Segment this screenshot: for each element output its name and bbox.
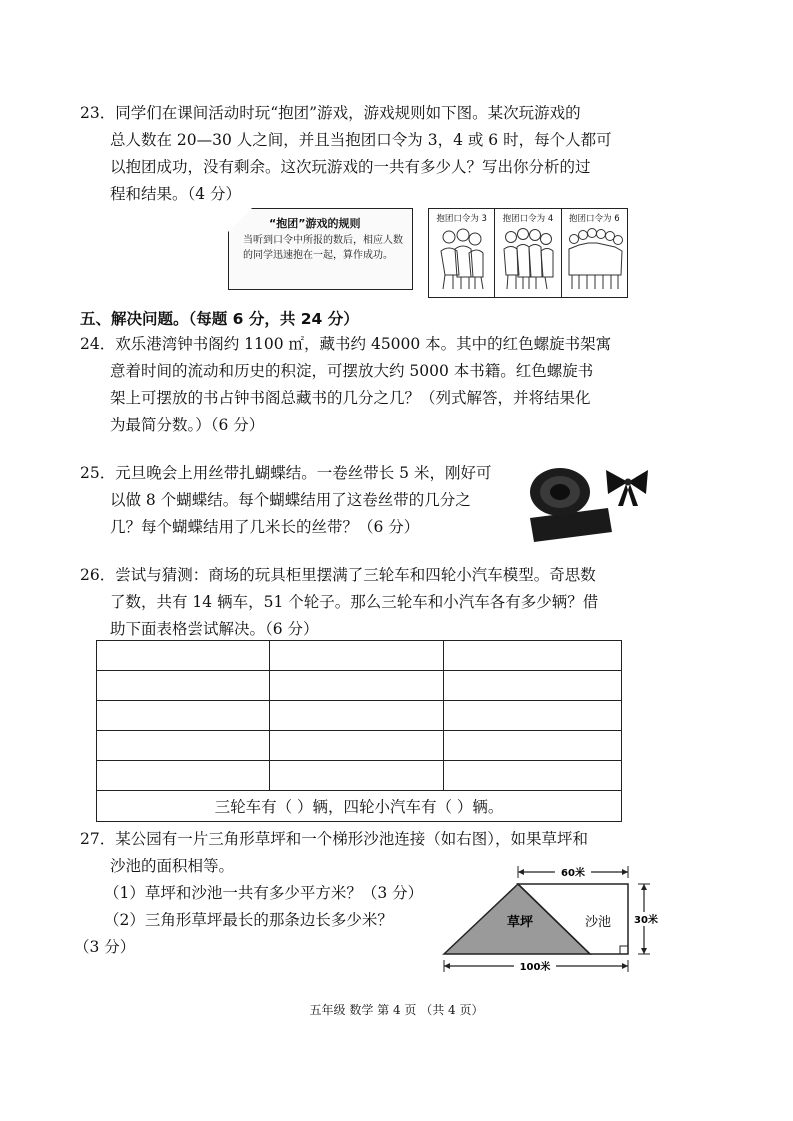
q27-line: （1）草坪和沙池一共有多少平方米？（3 分） [104,884,424,902]
panel-caption: 抱团口令为 4 [502,214,554,224]
q25-line: 以做 8 个蝴蝶结。每个蝴蝶结用了这卷丝带的几分之 [110,491,471,509]
illustration-panels [428,208,628,298]
q23-line: 程和结果。（4 分） [110,185,242,203]
q24-line: 意着时间的流动和历史的积淀，可摆放大约 5000 本书籍。红色螺旋书 [110,362,594,380]
table-row [97,731,622,761]
q26-line: 26．尝试与猜测：商场的玩具柜里摆满了三轮车和四轮小汽车模型。奇思数 [80,566,596,584]
sandpit-label: 沙池 [584,915,612,930]
table-footer-row [97,791,622,822]
question-26 [80,562,640,643]
lawn-label: 草坪 [506,915,534,930]
folded-corner [228,208,252,232]
lawn-and-sandpit-figure [438,862,660,974]
panel-caption: 抱团口令为 6 [569,214,620,224]
table-row [97,761,622,791]
q23-line: 以抱团成功，没有剩余。这次玩游戏的一共有多少人？写出你分析的过 [110,158,591,176]
page-footer: 五年级 数学 第 4 页 （共 4 页） [309,1003,484,1017]
q23-line: 总人数在 20—30 人之间，并且当抱团口令为 3，4 或 6 时，每个人都可 [110,131,612,149]
table-row [97,671,622,701]
q25-line: 25．元旦晚会上用丝带扎蝴蝶结。一卷丝带长 5 米，刚好可 [80,464,492,482]
game-rules-figure [228,208,628,298]
table-row [97,701,622,731]
q24-line: 24．欢乐港湾钟书阁约 1100 ㎡，藏书约 45000 本。其中的红色螺旋书架寓 [80,335,612,353]
panel-caption: 抱团口令为 3 [436,214,487,224]
q27-line: （3 分） [74,938,136,956]
rules-body: 当听到口令中所报的数后，相应人数的同学迅速抱在一起，算作成功。 [243,235,403,261]
top-dimension-label: 60米 [561,868,585,879]
section-5-title: 五、解决问题。（每题 6 分，共 24 分） [80,310,359,328]
trial-table [96,640,622,822]
bottom-dimension-label: 100米 [519,962,551,973]
q27-line: 27．某公园有一片三角形草坪和一个梯形沙池连接（如右图），如果草坪和 [80,830,588,848]
group-hug-illustration [433,225,491,293]
group-hug-illustration [499,225,557,293]
q24-line: 为最简分数。）（6 分） [110,416,265,434]
rules-title: “抱团”游戏的规则 [269,217,361,230]
rules-card [228,208,413,290]
panel-command-6 [562,209,627,297]
panel-command-4 [495,209,561,297]
q23-line: 23．同学们在课间活动时玩“抱团”游戏，游戏规则如下图。某次玩游戏的 [80,104,581,122]
q27-line: 沙池的面积相等。 [110,857,235,875]
table-row [97,641,622,671]
q26-line: 助下面表格尝试解决。（6 分） [110,620,319,638]
question-24 [80,331,640,439]
q26-line: 了数，共有 14 辆车，51 个轮子。那么三轮车和小汽车各有多少辆？借 [110,593,599,611]
question-23 [80,100,640,208]
ribbon-roll-and-bow-image [520,460,650,542]
panel-command-3 [429,209,495,297]
table-footer-text: 三轮车有（ ）辆，四轮小汽车有（ ）辆。 [97,791,622,822]
group-hug-illustration [566,225,624,293]
q27-line: （2）三角形草坪最长的那条边长多少米？ [104,911,393,929]
q25-line: 几？每个蝴蝶结用了几米长的丝带？（6 分） [110,518,420,536]
q24-line: 架上可摆放的书占钟书阁总藏书的几分之几？（列式解答，并将结果化 [110,389,591,407]
right-dimension-label: 30米 [634,915,658,926]
